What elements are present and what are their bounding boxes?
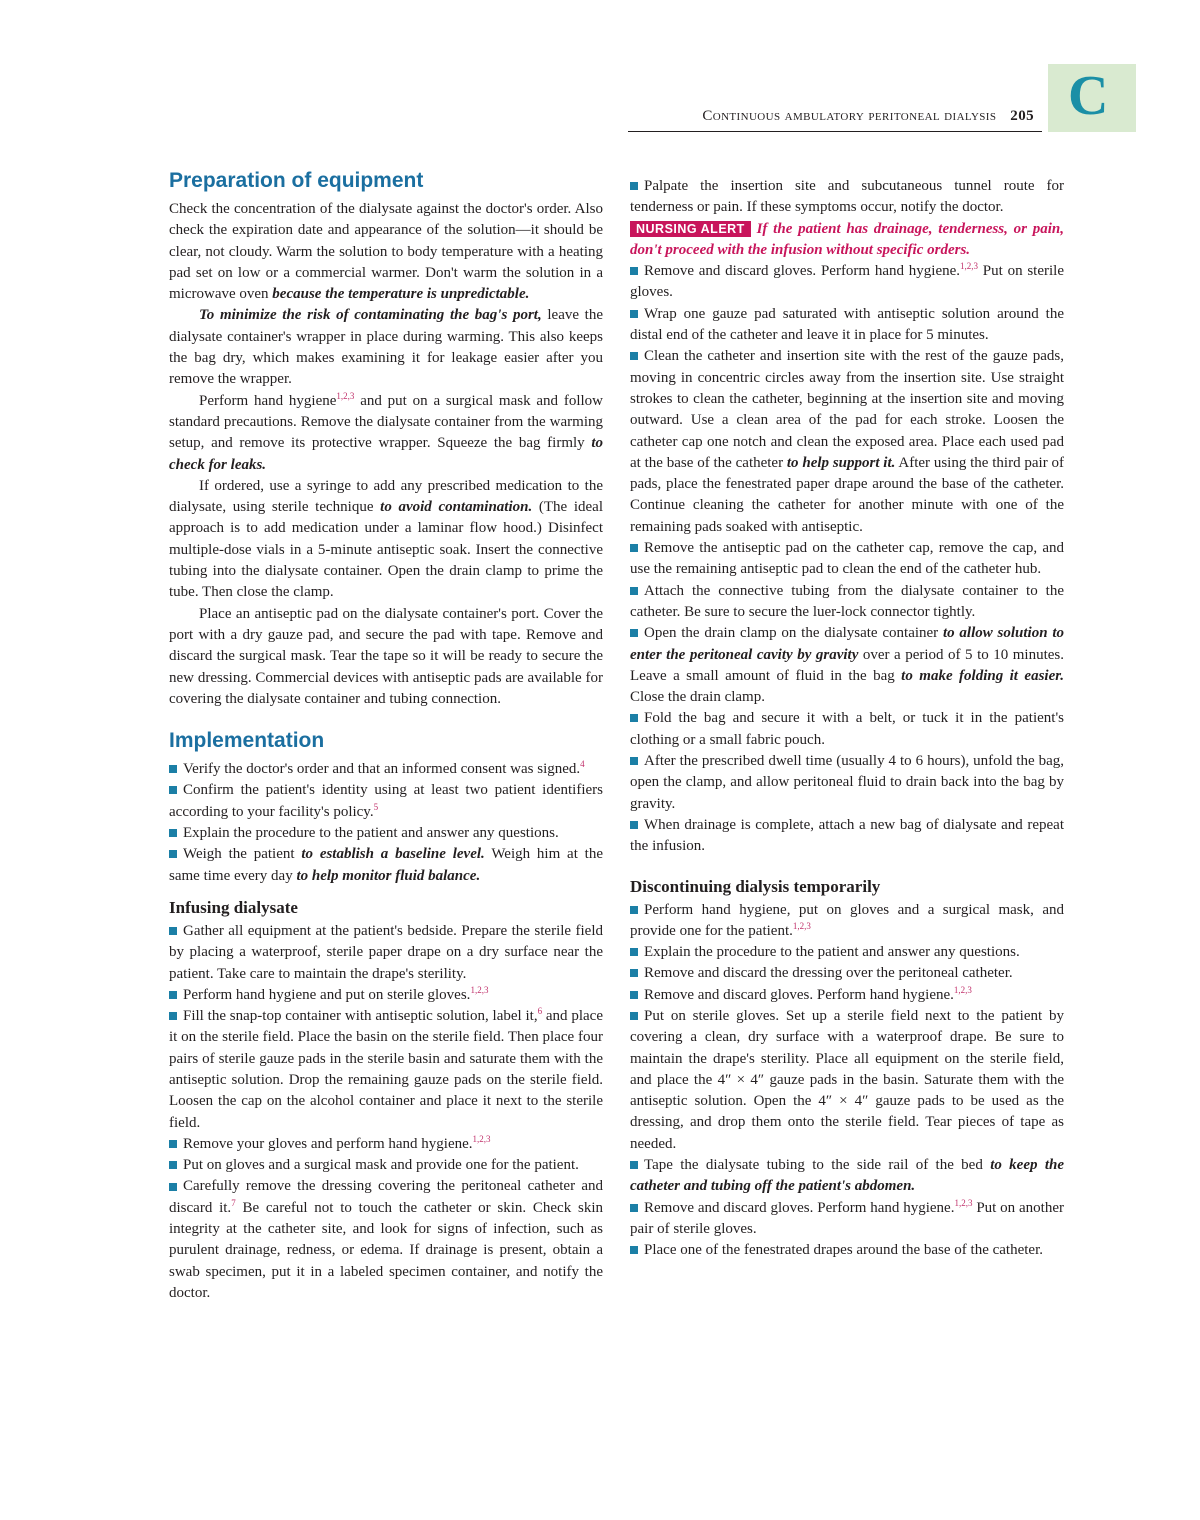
text: Remove the antiseptic pad on the catheter cap, remove the cap, and use the remaining antiseptic pad to clean the end of the catheter hub. [630, 540, 1064, 578]
text: Remove and discard gloves. Perform hand hygiene. [644, 263, 961, 280]
list-item [169, 780, 603, 823]
nursing-alert [630, 219, 1064, 262]
text: Place one of the fenestrated drapes around the base of the catheter. [644, 1242, 1043, 1259]
infusing-heading: Infusing dialysate [169, 897, 298, 917]
list-item [169, 1134, 603, 1155]
bullet-icon [169, 927, 177, 935]
list-item [630, 1006, 1064, 1155]
bullet-icon [169, 850, 177, 858]
text: (The ideal approach is to add medication under a laminar flow hood.) Disinfect multiple-dose vials in a 5-minute antiseptic soak. Insert the connective tubing into the dialysate container. Open the drain clamp to prime the tube. Then close the clamp. [169, 499, 604, 601]
list-item [630, 176, 1064, 219]
list-item [630, 815, 1064, 858]
text: Put on gloves and a surgical mask and provide one for the patient. [183, 1157, 579, 1174]
citation: 1,2,3 [954, 1197, 973, 1208]
text: Confirm the patient's identity using at least two patient identifiers according to your facility's policy. [169, 782, 603, 820]
list-item [630, 1198, 1064, 1241]
text: Close the drain clamp. [630, 689, 765, 706]
paragraph: Place an antiseptic pad on the dialysate container's port. Cover the port with a dry gauze pad, and secure the pad with tape. Remove and discard the surgical mask. Tear the tape so it will be ready to secure the new dressing. Commercial devices with antiseptic pads are available for covering the dialysate container and tubing connection. [169, 605, 603, 707]
text: Fold the bag and secure it with a belt, or tuck it in the patient's clothing or a small fabric pouch. [630, 710, 1064, 748]
text: Put on sterile gloves. Set up a sterile field next to the patient by covering a clean, dry surface with a waterproof drape. Be sure to maintain the drape's sterility. Place all equipment on the sterile field, and place the 4″ × 4″ gauze pads in the basin. Saturate them with the antiseptic solution. Open the 4″ × 4″ gauze pads to be used as the dressing, and drop them onto the sterile field. Tear pieces of tape as needed. [630, 1007, 1064, 1152]
text: Put on sterile gloves. [630, 263, 1064, 301]
emphasis: to establish a baseline level. [301, 846, 485, 863]
text: If ordered, use a syringe to add any prescribed medication to the dialysate, using sterile technique [169, 477, 603, 516]
text: Attach the connective tubing from the dialysate container to the catheter. Be sure to secure the luer-lock connector tightly. [630, 582, 1064, 620]
text: Explain the procedure to the patient and answer any questions. [644, 944, 1020, 961]
bullet-icon [630, 969, 638, 977]
text: Clean the catheter and insertion site with the rest of the gauze pads, moving in concentric circles away from the insertion site. Use straight strokes to clean the catheter, beginning at the insertion site and moving outward. Use a clean area of the pad for each stroke. Loosen the catheter cap one notch and clean the exposed area. Place each used pad at the base of the catheter [630, 348, 1064, 471]
header-rule [628, 131, 1042, 132]
text: Remove and discard gloves. Perform hand hygiene. [644, 1199, 955, 1216]
bullet-icon [630, 906, 638, 914]
citation: 1,2,3 [336, 390, 355, 401]
list-item [169, 823, 603, 844]
list-item [630, 581, 1064, 624]
text: Perform hand hygiene [199, 392, 337, 409]
text: After using the third pair of pads, place the fenestrated paper drape around the base of the catheter. Continue cleaning the catheter for another minute with one of the remaining pads soaked with antiseptic. [630, 454, 1065, 535]
list-item [169, 759, 603, 780]
bullet-icon [630, 714, 638, 722]
bullet-icon [630, 991, 638, 999]
bullet-icon [630, 1204, 638, 1212]
preparation-heading: Preparation of equipment [169, 169, 424, 192]
list-item [630, 985, 1064, 1006]
paragraph [169, 391, 603, 476]
bullet-icon [169, 1140, 177, 1148]
bullet-icon [630, 1161, 638, 1169]
nursing-alert-label: NURSING ALERT [630, 221, 751, 237]
text: Carefully remove the dressing covering the peritoneal catheter and discard it. [169, 1178, 603, 1216]
emphasis: because the temperature is unpredictable. [272, 286, 530, 303]
citation: 6 [537, 1006, 543, 1017]
bullet-icon [630, 757, 638, 765]
citation: 1,2,3 [470, 984, 489, 995]
paragraph [169, 476, 603, 604]
list-item [630, 261, 1064, 304]
bullet-icon [630, 821, 638, 829]
text: and put on a surgical mask and follow standard precautions. Remove the dialysate container from the warming setup, and remove its protective wrapper. Squeeze the bag firmly [169, 392, 603, 452]
emphasis: to avoid contamination. [380, 499, 533, 516]
bullet-icon [630, 948, 638, 956]
running-head-title: Continuous ambulatory peritoneal dialysis [702, 108, 997, 124]
discontinuing-heading: Discontinuing dialysis temporarily [630, 876, 881, 896]
citation: 1,2,3 [953, 984, 972, 995]
list-item [169, 1176, 603, 1304]
implementation-heading: Implementation [169, 729, 325, 753]
bullet-icon [169, 991, 177, 999]
section-tab [1048, 64, 1136, 132]
text: Be careful not to touch the catheter or skin. Check skin integrity at the catheter site, and look for signs of infection, such as purulent drainage, redness, or edema. If drainage is present, obtain a swab specimen, put it in a labeled specimen container, and notify the doctor. [169, 1199, 603, 1301]
list-item [630, 751, 1064, 815]
text: Explain the procedure to the patient and answer any questions. [183, 825, 559, 842]
bullet-icon [630, 629, 638, 637]
emphasis: to help monitor fluid balance. [296, 867, 481, 884]
list-item [630, 942, 1064, 963]
text: Remove your gloves and perform hand hygiene. [183, 1135, 473, 1152]
text: Remove and discard gloves. Perform hand hygiene. [644, 986, 954, 1003]
emphasis: to help support it. [786, 454, 896, 471]
text: Check the concentration of the dialysate against the doctor's order. Also check the expiration date and appearance of the solution—it should be clear, not cloudy. Warm the solution to body temperature with a heating pad set on low or a commercial warmer. Don't warm the solution in a microwave oven [169, 201, 603, 303]
bullet-icon [169, 1183, 177, 1191]
list-item [630, 304, 1064, 347]
bullet-icon [169, 1161, 177, 1169]
list-item [169, 844, 603, 887]
text: Remove and discard the dressing over the peritoneal catheter. [644, 965, 1013, 982]
emphasis: to make folding it easier. [901, 667, 1064, 684]
bullet-icon [630, 587, 638, 595]
text: Palpate the insertion site and subcutaneous tunnel route for tenderness or pain. If these symptoms occur, notify the doctor. [630, 178, 1064, 216]
text: Fill the snap-top container with antiseptic solution, label it, [183, 1008, 538, 1025]
citation: 1,2,3 [792, 920, 811, 931]
bullet-icon [169, 829, 177, 837]
text: Verify the doctor's order and that an informed consent was signed. [183, 761, 581, 778]
list-item [630, 346, 1064, 538]
list-item [630, 1155, 1064, 1198]
citation: 1,2,3 [472, 1133, 491, 1144]
bullet-icon [630, 352, 638, 360]
running-head [702, 108, 1034, 125]
list-item [169, 1155, 603, 1176]
bullet-icon [630, 1012, 638, 1020]
paragraph [169, 305, 603, 390]
bullet-icon [630, 182, 638, 190]
bullet-icon [169, 786, 177, 794]
list-item [630, 623, 1064, 708]
text: Gather all equipment at the patient's bedside. Prepare the sterile field by placing a waterproof, sterile paper drape on a dry surface near the patient. Take care to maintain the drape's sterility. [169, 922, 603, 982]
list-item [169, 921, 603, 985]
text: Weigh the patient [183, 846, 302, 863]
citation: 1,2,3 [960, 261, 979, 272]
text: Tape the dialysate tubing to the side rail of the bed [644, 1157, 991, 1174]
text: When drainage is complete, attach a new bag of dialysate and repeat the infusion. [630, 816, 1064, 855]
bullet-icon [169, 1012, 177, 1020]
text: Put on another pair of sterile gloves. [630, 1199, 1064, 1237]
text: After the prescribed dwell time (usually 4 to 6 hours), unfold the bag, open the clamp, and allow peritoneal fluid to drain back into the bag by gravity. [630, 753, 1064, 812]
paragraph [169, 199, 603, 305]
emphasis: to allow solution to enter the peritoneal cavity by gravity [630, 625, 1065, 663]
citation: 5 [373, 801, 379, 812]
list-item [630, 708, 1064, 751]
left-column [169, 166, 603, 1304]
text: Wrap one gauze pad saturated with antiseptic solution around the distal end of the catheter and leave it in place for 5 minutes. [630, 305, 1064, 344]
text: leave the dialysate container's wrapper in place during warming. This also keeps the bag dry, which makes examining it for leakage easier after you remove the wrapper. [169, 307, 603, 388]
text: Open the drain clamp on the dialysate container [644, 625, 943, 642]
section-tab-letter: C [1068, 65, 1109, 127]
spacer [169, 710, 603, 726]
emphasis: to keep the catheter and tubing off the patient's abdomen. [630, 1157, 1065, 1195]
bullet-icon [630, 267, 638, 275]
nursing-alert-text: If the patient has drainage, tenderness, or pain, don't proceed with the infusion without specific orders. [630, 220, 1065, 258]
list-item [169, 985, 603, 1006]
emphasis: to check for leaks. [169, 435, 603, 473]
list-item [630, 900, 1064, 943]
emphasis: To minimize the risk of contaminating the bag's port, [199, 307, 542, 324]
list-item [169, 1006, 603, 1134]
bullet-icon [169, 765, 177, 773]
right-column [630, 176, 1064, 1262]
list-item [630, 1240, 1064, 1261]
bullet-icon [630, 310, 638, 318]
bullet-icon [630, 1246, 638, 1254]
text: over a period of 5 to 10 minutes. Leave a small amount of fluid in the bag [630, 646, 1065, 684]
text: Weigh him at the same time every day [169, 846, 604, 884]
citation: 4 [580, 759, 585, 770]
page-number: 205 [1010, 108, 1034, 124]
bullet-icon [630, 544, 638, 552]
text: and place it on the sterile field. Place the basin on the sterile field. Then place four pairs of sterile gauze pads in the sterile basin and saturate them with the antiseptic solution. Drop the remaining gauze pads on the sterile field. Loosen the cap on the alcohol container and place it next to the sterile field. [169, 1008, 603, 1131]
text: Perform hand hygiene and put on sterile gloves. [183, 986, 471, 1003]
list-item [630, 963, 1064, 984]
citation: 7 [231, 1197, 236, 1208]
list-item [630, 538, 1064, 581]
text: Perform hand hygiene, put on gloves and a surgical mask, and provide one for the patient. [630, 901, 1064, 939]
